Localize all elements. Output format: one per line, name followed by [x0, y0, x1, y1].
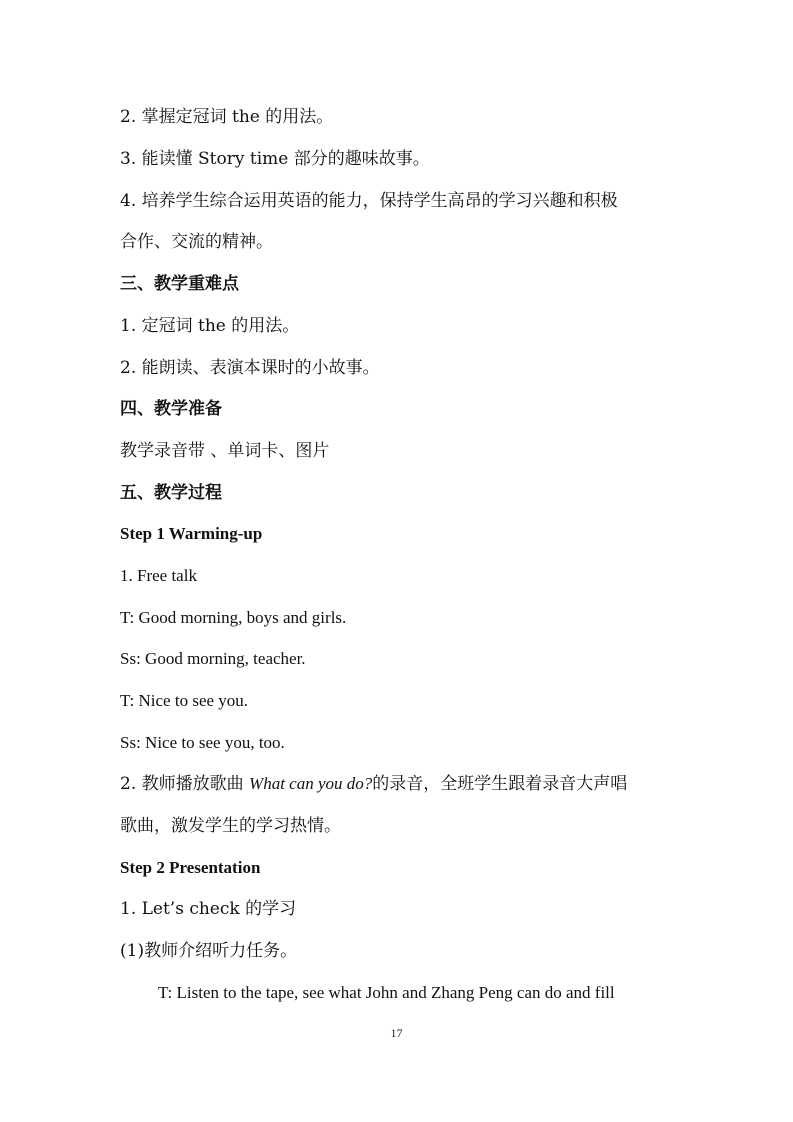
objective-3: 3. 能读懂 Story time 部分的趣味故事。: [120, 149, 430, 169]
objective-2: 2. 掌握定冠词 the 的用法。: [120, 107, 334, 127]
section-heading-preparation: 四、教学准备: [120, 399, 222, 419]
objective-4-continued: 合作、交流的精神。: [120, 232, 273, 252]
key-point-1: 1. 定冠词 the 的用法。: [120, 316, 300, 336]
teacher-instruction: T: Listen to the tape, see what John and Zhang Peng can do and fill: [158, 983, 615, 1002]
song-activity-prefix: 2. 教师播放歌曲: [120, 774, 250, 794]
song-activity-suffix: 的录音，全班学生跟着录音大声唱: [372, 774, 628, 794]
lets-check-item: 1. Let’s check 的学习: [120, 899, 297, 919]
step-1-heading: Step 1 Warming-up: [120, 524, 263, 543]
dialogue-line: Ss: Good morning, teacher.: [120, 649, 306, 668]
step-2-heading: Step 2 Presentation: [120, 858, 261, 877]
listening-task-intro: (1)教师介绍听力任务。: [120, 941, 298, 961]
song-activity-continued: 歌曲，激发学生的学习热情。: [120, 816, 341, 836]
dialogue-line: T: Good morning, boys and girls.: [120, 608, 347, 627]
objective-4: 4. 培养学生综合运用英语的能力，保持学生高昂的学习兴趣和积极: [120, 191, 618, 211]
song-title: What can you do?: [249, 774, 373, 793]
dialogue-line: Ss: Nice to see you, too.: [120, 733, 285, 752]
page-number: 17: [390, 1026, 403, 1040]
preparation-items: 教学录音带 、单词卡、图片: [120, 441, 330, 461]
section-heading-key-points: 三、教学重难点: [120, 274, 239, 294]
free-talk-item: 1. Free talk: [120, 566, 197, 585]
song-activity: [120, 773, 627, 795]
dialogue-line: T: Nice to see you.: [120, 691, 249, 710]
section-heading-process: 五、教学过程: [120, 483, 222, 503]
key-point-2: 2. 能朗读、表演本课时的小故事。: [120, 358, 380, 378]
